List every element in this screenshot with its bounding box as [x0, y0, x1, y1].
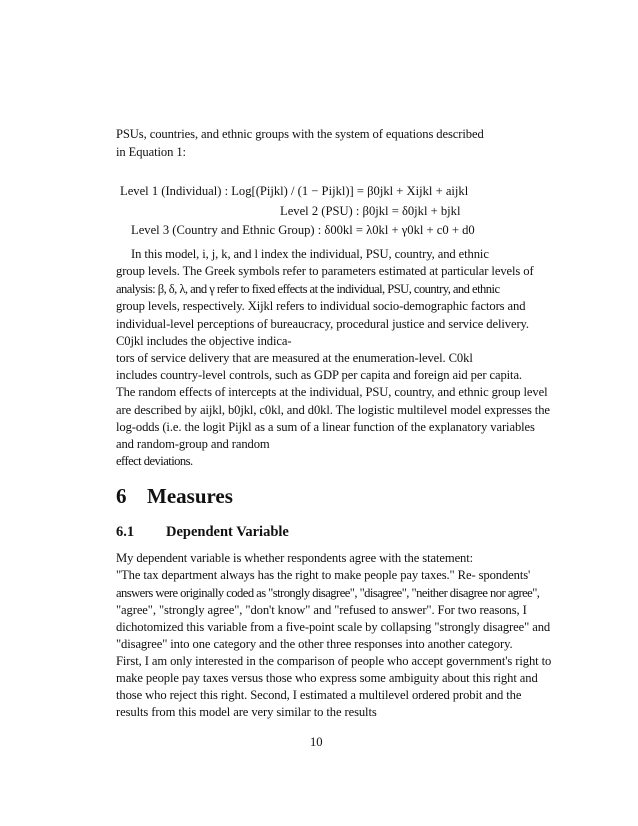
paragraph-line: "The tax department always has the right to make people pay taxes." Re- spondents'	[116, 568, 531, 582]
paragraph-line: results from this model are very similar to the results	[116, 705, 377, 719]
paragraph-line: group levels, respectively. Xijkl refers to individual socio-demographic factors and	[116, 299, 526, 313]
paragraph-line: includes country-level controls, such as GDP per capita and foreign aid per capita.	[116, 368, 522, 382]
paragraph-line: group levels. The Greek symbols refer to parameters estimated at particular levels of	[116, 264, 534, 278]
paragraph-line: answers were originally coded as "strongly disagree", "disagree", "neither disagree nor agree",	[116, 586, 540, 600]
equation-level-3: Level 3 (Country and Ethnic Group) : δ00kl = λ0kl + γ0kl + c0 + d0	[131, 223, 475, 237]
page-number: 10	[310, 735, 323, 749]
paragraph-line: log-odds (i.e. the logit Pijkl as a sum of a linear function of the explanatory variables	[116, 420, 535, 434]
subsection-number: 6.1	[116, 524, 135, 540]
paragraph-line: C0jkl includes the objective indica-	[116, 334, 292, 348]
paragraph-line: analysis: β, δ, λ, and γ refer to fixed effects at the individual, PSU, country, and ethnic	[116, 282, 500, 296]
paragraph-line: "disagree" into one category and the other three responses into another category.	[116, 637, 513, 651]
subsection-title: Dependent Variable	[166, 524, 289, 540]
paragraph-line: The random effects of intercepts at the individual, PSU, country, and ethnic group level	[116, 385, 548, 399]
paragraph-line: dichotomized this variable from a five-point scale by collapsing "strongly disagree" and	[116, 620, 551, 634]
paragraph-line: "agree", "strongly agree", "don't know" and "refused to answer". For two reasons, I	[116, 603, 527, 617]
paragraph-line: those who reject this right. Second, I estimated a multilevel ordered probit and the	[116, 688, 522, 702]
paragraph-line: effect deviations.	[116, 454, 193, 468]
section-title: Measures	[147, 484, 233, 508]
section-number: 6	[116, 484, 127, 508]
equation-level-2: Level 2 (PSU) : β0jkl = δ0jkl + bjkl	[280, 204, 461, 218]
paragraph-line: tors of service delivery that are measured at the enumeration-level. C0kl	[116, 351, 473, 365]
intro-line: PSUs, countries, and ethnic groups with the system of equations described	[116, 127, 484, 141]
paragraph-line: In this model, i, j, k, and l index the individual, PSU, country, and ethnic	[131, 247, 489, 261]
paragraph-line: My dependent variable is whether respondents agree with the statement:	[116, 551, 474, 565]
paragraph-line: First, I am only interested in the comparison of people who accept government's right to	[116, 654, 552, 668]
paragraph-line: make people pay taxes versus those who express some ambiguity about this right and	[116, 671, 538, 685]
paragraph-line: individual-level perceptions of bureaucracy, procedural justice and service delivery.	[116, 317, 529, 331]
intro-line: in Equation 1:	[116, 145, 186, 159]
paragraph-line: are described by aijkl, b0jkl, c0kl, and d0kl. The logistic multilevel model expresses the	[116, 403, 550, 417]
paragraph-line: and random-group and random	[116, 437, 270, 451]
equation-level-1: Level 1 (Individual) : Log[(Pijkl) / (1 − Pijkl)] = β0jkl + Xijkl + aijkl	[120, 184, 469, 198]
